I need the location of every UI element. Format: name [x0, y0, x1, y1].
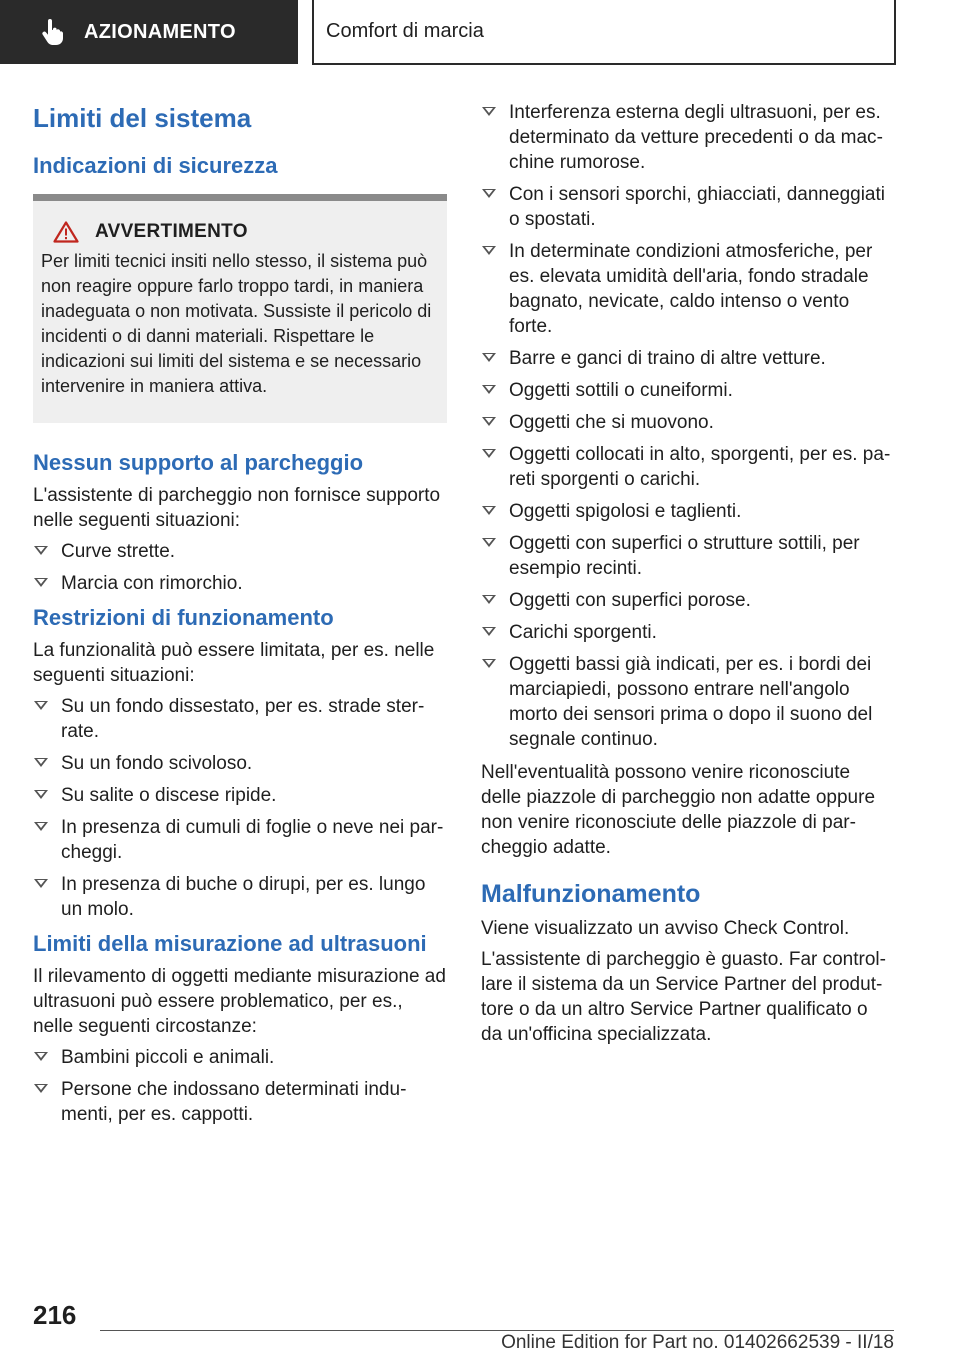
bullet-triangle-icon [34, 1052, 48, 1061]
right-column [481, 100, 893, 1053]
bullet-triangle-icon [482, 246, 496, 255]
list-item: Oggetti collocati in alto, sporgenti, per es. pareti sporgenti o carichi. [481, 442, 893, 492]
malfunction-text-1: Viene visualizzato un avviso Check Control. [481, 918, 850, 939]
restrictions-list [33, 694, 447, 922]
warning-header [41, 221, 439, 243]
safety-heading: Indicazioni di sicurezza [33, 153, 278, 178]
bullet-triangle-icon [482, 595, 496, 604]
warning-text: Per limiti tecnici insiti nello stesso, il sistema può non reagire oppure farlo troppo tardi, in maniera inadeguata o non motivata. Sussiste il pericolo di incidenti o di danni materiali. Rispettare le indicazioni sui limiti del sistema e se necessario intervenire in maniera attiva. [41, 251, 432, 396]
bullet-triangle-icon [482, 449, 496, 458]
list-item: Oggetti che si muovono. [481, 410, 893, 435]
bullet-triangle-icon [34, 758, 48, 767]
list-item: Bambini piccoli e animali. [33, 1045, 447, 1070]
bullet-triangle-icon [34, 1084, 48, 1093]
bullet-triangle-icon [482, 506, 496, 515]
bullet-triangle-icon [34, 578, 48, 587]
ultrasonic-heading: Limiti della misurazione ad ultrasuoni [33, 931, 427, 956]
list-item: Marcia con rimorchio. [33, 571, 447, 596]
list-item: Interferenza esterna degli ultrasuoni, per es. determinato da vetture precedenti o da macchine rumorose. [481, 100, 893, 175]
page-title: Limiti del sistema [33, 103, 252, 133]
section-label: AZIONAMENTO [84, 20, 236, 43]
no-support-intro: L'assistente di parcheggio non fornisce supporto nelle seguenti situazioni: [33, 485, 441, 531]
hand-pointer-icon [40, 19, 64, 45]
warning-box [33, 194, 447, 423]
bullet-triangle-icon [34, 790, 48, 799]
warning-title: AVVERTIMENTO [95, 221, 248, 242]
list-item: Su un fondo dissestato, per es. strade sterrate. [33, 694, 447, 744]
bullet-triangle-icon [482, 627, 496, 636]
list-item: Oggetti sottili o cuneiformi. [481, 378, 893, 403]
page-number: 216 [33, 1300, 77, 1330]
ultrasonic-list-continued [481, 100, 893, 752]
list-item: Carichi sporgenti. [481, 620, 893, 645]
restrictions-intro: La funzionalità può essere limitata, per es. nelle seguenti situazioni: [33, 640, 435, 686]
bullet-triangle-icon [482, 659, 496, 668]
list-item: Oggetti con superfici o strutture sottili, per esempio recinti. [481, 531, 893, 581]
list-item: In presenza di buche o dirupi, per es. lungo un molo. [33, 872, 447, 922]
chapter-tab [0, 0, 298, 64]
footer-divider [100, 1330, 894, 1331]
malfunction-text-2: L'assistente di parcheggio è guasto. Far controllare il sistema da un Service Partner del produttore o da un altro Service Partner qualificato o da un'officina specializzata. [481, 949, 886, 1045]
list-item: Curve strette. [33, 539, 447, 564]
list-item: In determinate condizioni atmosferiche, per es. elevata umidità dell'aria, fondo stradale bagnato, nevicate, caldo intenso o vento forte. [481, 239, 893, 339]
list-item: Oggetti spigolosi e taglienti. [481, 499, 893, 524]
left-column [33, 100, 447, 1135]
list-item: Con i sensori sporchi, ghiacciati, danneggiati o spostati. [481, 182, 893, 232]
malfunction-heading: Malfunzionamento [481, 880, 701, 908]
list-item: Barre e ganci di traino di altre vetture. [481, 346, 893, 371]
ultrasonic-list [33, 1045, 447, 1127]
bullet-triangle-icon [34, 822, 48, 831]
chapter-label: Comfort di marcia [326, 20, 484, 42]
bullet-triangle-icon [482, 353, 496, 362]
no-support-list [33, 539, 447, 596]
warning-triangle-icon [53, 221, 79, 243]
subchapter-tab [312, 0, 896, 65]
list-item: In presenza di cumuli di foglie o neve nei parcheggi. [33, 815, 447, 865]
closing-text: Nell'eventualità possono venire riconosciute delle piazzole di parcheggio non adatte oppure non venire riconosciute delle piazzole di parcheggio adatte. [481, 762, 876, 858]
list-item: Su un fondo scivoloso. [33, 751, 447, 776]
restrictions-heading: Restrizioni di funzionamento [33, 605, 334, 630]
bullet-triangle-icon [34, 546, 48, 555]
bullet-triangle-icon [482, 107, 496, 116]
bullet-triangle-icon [482, 417, 496, 426]
bullet-triangle-icon [482, 189, 496, 198]
bullet-triangle-icon [482, 385, 496, 394]
bullet-triangle-icon [34, 701, 48, 710]
edition-note: Online Edition for Part no. 01402662539 - II/18 [501, 1332, 894, 1353]
ultrasonic-intro: Il rilevamento di oggetti mediante misurazione ad ultrasuoni può essere problematico, per es., nelle seguenti circostanze: [33, 966, 446, 1037]
list-item: Su salite o discese ripide. [33, 783, 447, 808]
no-support-heading: Nessun supporto al parcheggio [33, 450, 364, 475]
list-item: Oggetti bassi già indicati, per es. i bordi dei marciapiedi, possono entrare nell'angolo morto dei sensori prima o dopo il suono del segnale continuo. [481, 652, 893, 752]
list-item: Persone che indossano determinati indumenti, per es. cappotti. [33, 1077, 447, 1127]
bullet-triangle-icon [34, 879, 48, 888]
list-item: Oggetti con superfici porose. [481, 588, 893, 613]
bullet-triangle-icon [482, 538, 496, 547]
